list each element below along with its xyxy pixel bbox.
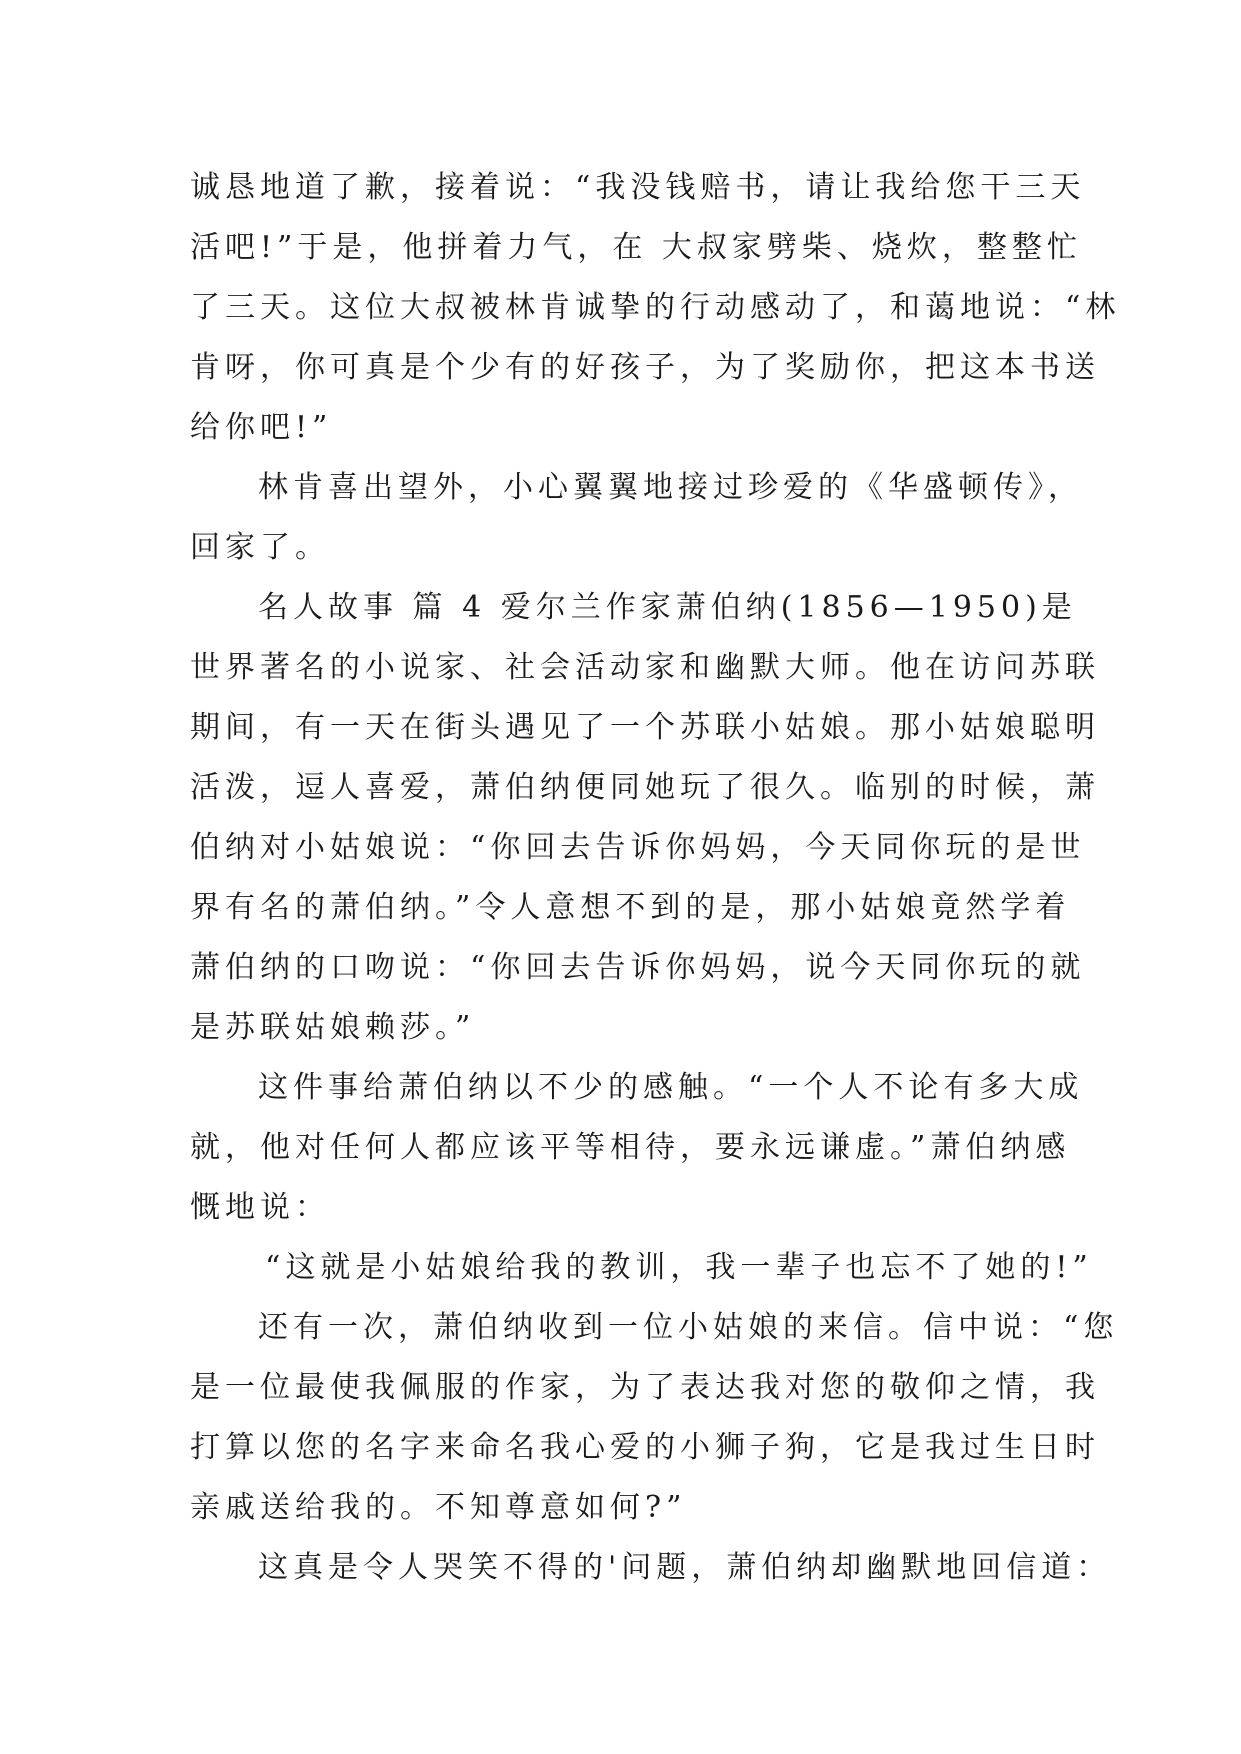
text-line: 界有名的萧伯纳。”令人意想不到的是，那小姑娘竟然学着 [190, 890, 1071, 925]
text-line: 萧伯纳的口吻说：“你回去告诉你妈妈，说今天同你玩的就 [190, 950, 1086, 985]
text-line: 期间，有一天在街头遇见了一个苏联小姑娘。那小姑娘聪明 [190, 710, 1100, 745]
text-line: 世界著名的小说家、社会活动家和幽默大师。他在访问苏联 [190, 650, 1100, 685]
text-line: 肯呀，你可真是个少有的好孩子，为了奖励你，把这本书送 [190, 350, 1100, 385]
text-line: 了三天。这位大叔被林肯诚挚的行动感动了，和蔼地说：“林 [190, 290, 1121, 325]
section-heading-line: 名人故事 篇 4 爱尔兰作家萧伯纳(1856—1950)是 [258, 590, 1077, 625]
text-line: 是一位最使我佩服的作家，为了表达我对您的敬仰之情，我 [190, 1370, 1100, 1405]
text-line: 活泼，逗人喜爱，萧伯纳便同她玩了很久。临别的时候，萧 [190, 770, 1100, 805]
text-line: 是苏联姑娘赖莎。” [190, 1010, 476, 1045]
text-line: 这真是令人哭笑不得的'问题，萧伯纳却幽默地回信道： [258, 1550, 1112, 1585]
text-line: 这件事给萧伯纳以不少的感触。“一个人不论有多大成 [258, 1070, 1084, 1105]
text-line: 回家了。 [190, 530, 330, 565]
text-line: 就，他对任何人都应该平等相待，要永远谦虚。”萧伯纳感 [190, 1130, 1071, 1165]
text-line: 给你吧!” [190, 410, 333, 445]
text-line: 亲戚送给我的。不知尊意如何?” [190, 1490, 687, 1525]
text-line: 还有一次，萧伯纳收到一位小姑娘的来信。信中说：“您 [258, 1310, 1119, 1345]
text-line: 诚恳地道了歉，接着说：“我没钱赔书，请让我给您干三天 [190, 170, 1086, 205]
text-line: 打算以您的名字来命名我心爱的小狮子狗，它是我过生日时 [190, 1430, 1100, 1465]
text-line: 伯纳对小姑娘说：“你回去告诉你妈妈，今天同你玩的是世 [190, 830, 1086, 865]
quote-line: “这就是小姑娘给我的教训，我一辈子也忘不了她的!” [265, 1250, 1093, 1285]
text-line: 活吧!”于是，他拼着力气，在 大叔家劈柴、烧炊，整整忙 [190, 230, 1082, 265]
body-text [190, 158, 1121, 1598]
text-line: 慨地说： [190, 1190, 330, 1225]
text-line: 林肯喜出望外，小心翼翼地接过珍爱的《华盛顿传》， [258, 470, 1083, 505]
